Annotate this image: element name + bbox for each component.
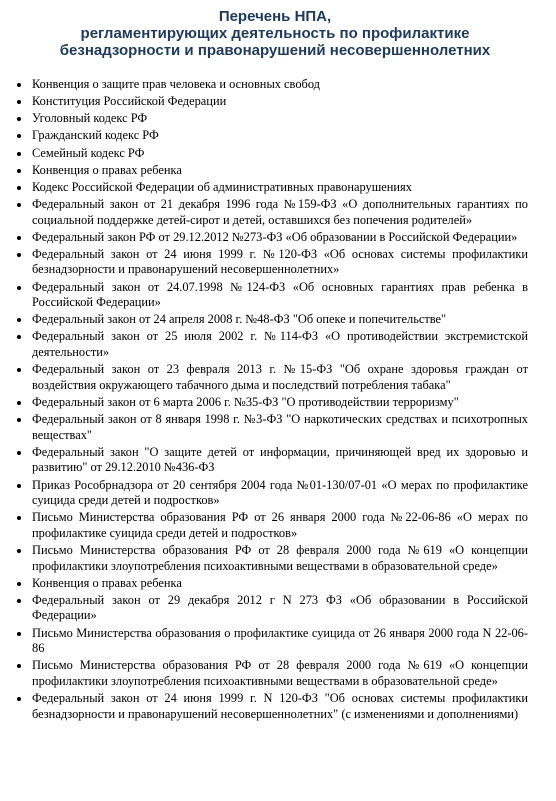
list-item: Федеральный закон "О защите детей от информации, причиняющей вред их здоровью и развитию" от 29.12.2010 №436-ФЗ: [14, 445, 528, 476]
list-item: Федеральный закон от 25 июля 2002 г. №114-ФЗ «О противодействии экстремистской деятельности»: [14, 329, 528, 360]
list-item: Федеральный закон от 21 декабря 1996 года №159-ФЗ «О дополнительных гарантиях по социальной поддержке детей-сирот и детей, оставшихся без попечения родителей»: [14, 197, 528, 228]
list-item: Письмо Министерства образования о профилактике суицида от 26 января 2000 года N 22-06-86: [14, 626, 528, 657]
list-item: Семейный кодекс РФ: [14, 146, 528, 162]
list-item: Уголовный кодекс РФ: [14, 111, 528, 127]
list-item: Федеральный закон от 29 декабря 2012 г N 273 ФЗ «Об образовании в Российской Федерации»: [14, 593, 528, 624]
list-item: Федеральный закон от 24.07.1998 №124-ФЗ «Об основных гарантиях прав ребенка в Российской Федерации»: [14, 280, 528, 311]
list-item: Федеральный закон от 8 января 1998 г. №3-ФЗ "О наркотических средствах и психотропных веществах": [14, 412, 528, 443]
list-item: Кодекс Российской Федерации об административных правонарушениях: [14, 180, 528, 196]
title-line: Перечень НПА,: [218, 8, 332, 25]
title-line: регламентирующих деятельность по профилактике: [80, 25, 470, 42]
list-item: Федеральный закон от 24 июня 1999 г. №120-ФЗ «Об основах системы профилактики безнадзорности и правонарушений несовершеннолетних»: [14, 247, 528, 278]
document-title: [14, 8, 528, 59]
list-item: Приказ Рособрнадзора от 20 сентября 2004 года №01-130/07-01 «О мерах по профилактике суицида среди детей и подростков»: [14, 478, 528, 509]
list-item: Федеральный закон от 23 февраля 2013 г. №15-ФЗ "Об охране здоровья граждан от воздействия окружающего табачного дыма и последствий потребления табака": [14, 362, 528, 393]
list-item: Федеральный закон от 6 марта 2006 г. №35-ФЗ "О противодействии терроризму": [14, 395, 528, 411]
list-item: Федеральный закон от 24 апреля 2008 г. №48-ФЗ "Об опеке и попечительстве": [14, 312, 528, 328]
list-item: Письмо Министерства образования РФ от 26 января 2000 года №22-06-86 «О мерах по профилактике суицида среди детей и подростков»: [14, 510, 528, 541]
list-item: Конвенция о правах ребенка: [14, 163, 528, 179]
list-item: Конвенция о защите прав человека и основных свобод: [14, 77, 528, 93]
regulations-list: [14, 77, 528, 722]
list-item: Гражданский кодекс РФ: [14, 128, 528, 144]
list-item: Федеральный закон РФ от 29.12.2012 №273-ФЗ «Об образовании в Российской Федерации»: [14, 230, 528, 246]
list-item: Письмо Министерства образования РФ от 28 февраля 2000 года №619 «О концепции профилактики злоупотребления психоактивными веществами в образовательной среде»: [14, 543, 528, 574]
list-item: Конституция Российской Федерации: [14, 94, 528, 110]
list-item: Конвенция о правах ребенка: [14, 576, 528, 592]
list-item: Письмо Министерства образования РФ от 28 февраля 2000 года №619 «О концепции профилактики злоупотребления психоактивными веществами в образовательной среде»: [14, 658, 528, 689]
list-item: Федеральный закон от 24 июня 1999 г. N 120-ФЗ "Об основах системы профилактики безнадзорности и правонарушений несовершеннолетних" (с изменениями и дополнениями): [14, 691, 528, 722]
title-line: безнадзорности и правонарушений несовершеннолетних: [59, 42, 491, 59]
